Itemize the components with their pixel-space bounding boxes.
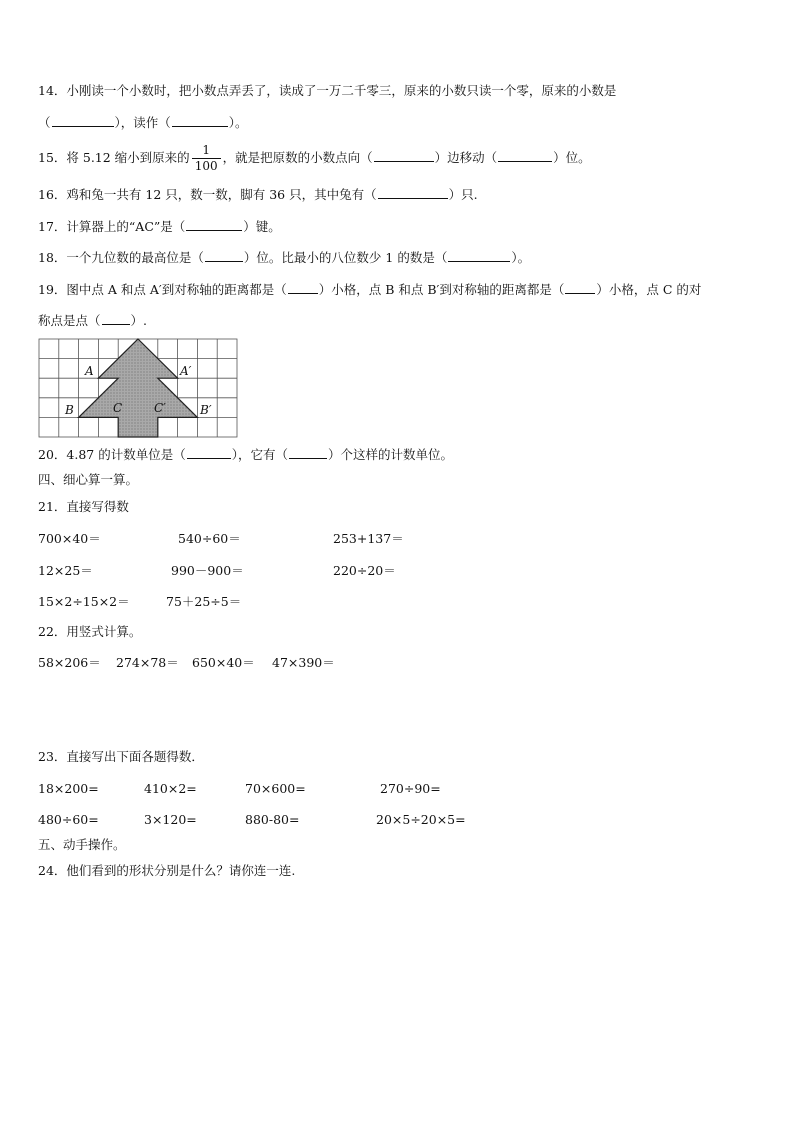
symmetry-grid-figure	[38, 338, 238, 438]
calc-item: 3×120=	[144, 812, 197, 827]
answer-blank[interactable]	[498, 149, 552, 162]
calc-item: 20×5÷20×5=	[376, 812, 466, 827]
question-18: 18．一个九位数的最高位是（ ）位。比最小的八位数少 1 的数是（ ）。	[38, 250, 531, 265]
label-c-prime: C′	[154, 401, 166, 415]
vertical-calc-item: 274×78＝	[116, 655, 179, 670]
section-5-heading: 五、动手操作。	[38, 837, 126, 852]
answer-blank[interactable]	[565, 281, 595, 294]
answer-blank[interactable]	[186, 218, 242, 231]
answer-blank[interactable]	[374, 149, 434, 162]
label-b: B	[65, 403, 74, 417]
calc-item: 12×25＝	[38, 563, 93, 578]
calc-item: 15×2÷15×2＝	[38, 594, 130, 609]
question-15: 15．将 5.12 缩小到原来的 $\frac{1}{100}$ ，就是把原数的小数点向（ ）边移动（ ）位。	[38, 143, 591, 173]
calc-item: 990－900＝	[171, 563, 244, 578]
vertical-calc-item: 47×390＝	[272, 655, 335, 670]
answer-blank[interactable]	[187, 446, 231, 459]
calc-item: 220÷20＝	[333, 563, 396, 578]
vertical-calc-item: 650×40＝	[192, 655, 255, 670]
label-c: C	[113, 401, 123, 415]
calc-item: 700×40＝	[38, 531, 101, 546]
calc-item: 880-80=	[245, 812, 300, 827]
calc-item: 480÷60=	[38, 812, 99, 827]
answer-blank[interactable]	[288, 281, 318, 294]
question-23-title: 23．直接写出下面各题得数．	[38, 749, 204, 764]
section-4-heading: 四、细心算一算。	[38, 472, 139, 487]
calc-item: 540÷60＝	[178, 531, 241, 546]
fraction: $\frac{1}{100}$	[192, 143, 221, 174]
answer-blank[interactable]	[378, 186, 448, 199]
calc-item: 253+137＝	[333, 531, 404, 546]
question-24-title: 24．他们看到的形状分别是什么？请你连一连.	[38, 863, 296, 878]
calc-item: 270÷90=	[380, 781, 441, 796]
label-a: A	[85, 364, 94, 378]
answer-blank[interactable]	[52, 114, 114, 127]
calc-item: 410×2=	[144, 781, 197, 796]
calc-item: 18×200=	[38, 781, 99, 796]
answer-blank[interactable]	[289, 446, 327, 459]
answer-blank[interactable]	[205, 249, 243, 262]
answer-blank[interactable]	[102, 312, 130, 325]
q14-text: 14．小刚读一个小数时，把小数点弄丢了，读成了一万二千零三，原来的小数只读一个零，原来的小数是	[38, 83, 617, 98]
calc-item: 70×600=	[245, 781, 306, 796]
question-14-answer-line: （ ），读作（ ）。	[38, 115, 248, 130]
question-19: 19．图中点 A 和点 A′到对称轴的距离都是（ ）小格，点 B 和点 B′到对称轴的距离都是（ ）小格，点 C 的对	[38, 282, 702, 297]
question-20: 20．4.87 的计数单位是（ ），它有（ ）个这样的计数单位。	[38, 447, 453, 462]
question-19-line2: 称点是点（ ）.	[38, 313, 147, 328]
question-14	[38, 82, 616, 100]
answer-blank[interactable]	[448, 249, 510, 262]
vertical-calc-item: 58×206＝	[38, 655, 101, 670]
question-16: 16．鸡和兔一共有 12 只，数一数，脚有 36 只，其中兔有（ ）只.	[38, 187, 478, 202]
label-a-prime: A′	[180, 364, 192, 378]
calc-item: 75＋25÷5＝	[166, 594, 242, 609]
question-21-title: 21．直接写得数	[38, 499, 129, 514]
answer-blank[interactable]	[172, 114, 228, 127]
label-b-prime: B′	[200, 403, 212, 417]
question-17: 17．计算器上的“AC”是（ ）键。	[38, 219, 281, 234]
question-22-title: 22．用竖式计算。	[38, 624, 142, 639]
